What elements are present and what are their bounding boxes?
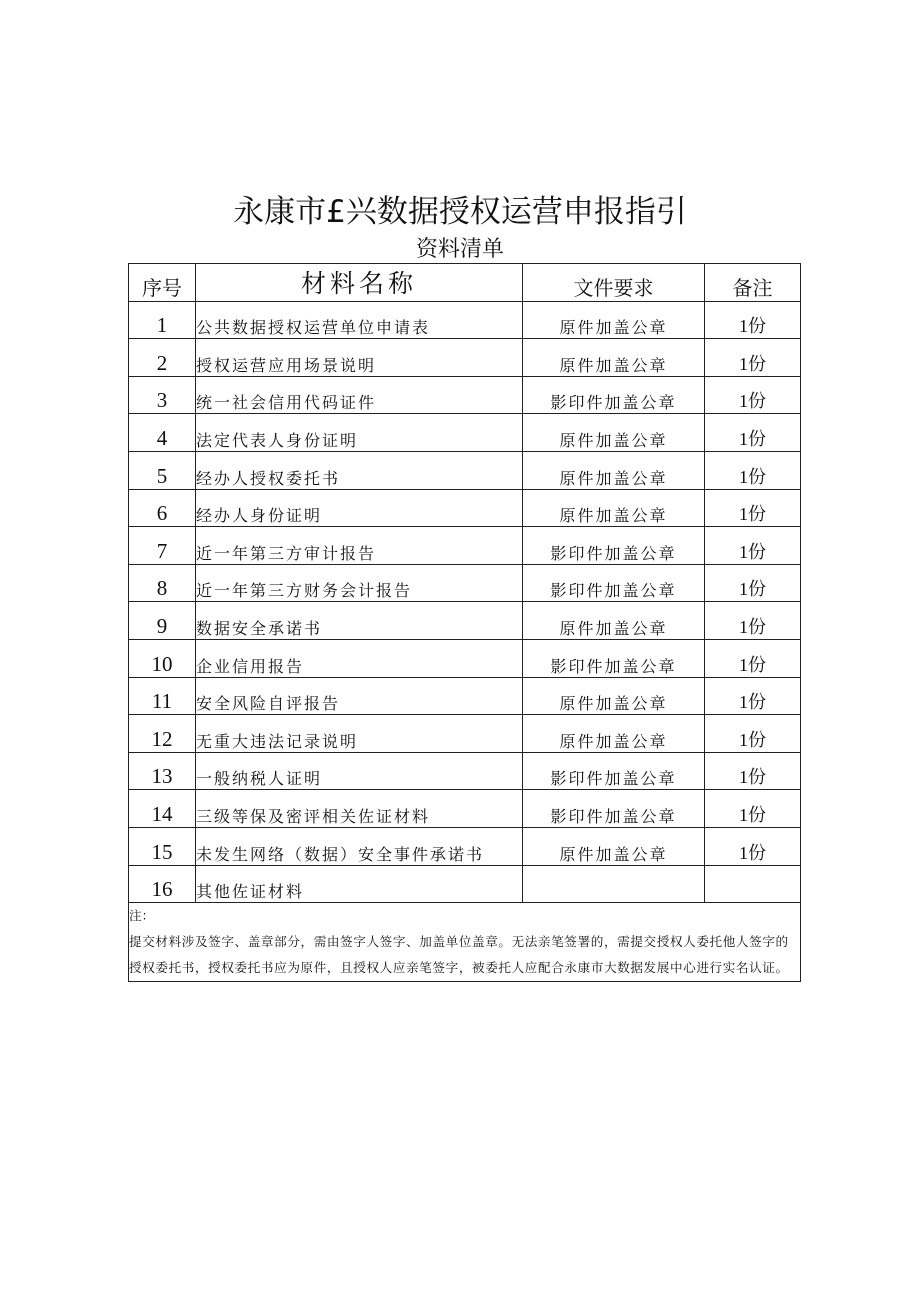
row-seq: 15: [129, 827, 196, 865]
row-material-name: 其他佐证材料: [196, 865, 523, 903]
header-name: 材料名称: [196, 264, 523, 302]
page-title: 永康市£兴数据授权运营申报指引: [233, 194, 687, 230]
row-requirement: 原件加盖公章: [523, 451, 705, 489]
row-seq: 7: [129, 527, 196, 565]
row-requirement: 影印件加盖公章: [523, 564, 705, 602]
row-note: 1份: [705, 602, 801, 640]
row-requirement: 原件加盖公章: [523, 602, 705, 640]
header-seq: 序号: [129, 264, 196, 302]
row-requirement: 影印件加盖公章: [523, 752, 705, 790]
row-requirement: 影印件加盖公章: [523, 790, 705, 828]
row-requirement: 原件加盖公章: [523, 827, 705, 865]
table-row: [129, 564, 801, 602]
row-material-name: 安全风险自评报告: [196, 677, 523, 715]
row-seq: 16: [129, 865, 196, 903]
row-seq: 5: [129, 451, 196, 489]
row-seq: 12: [129, 715, 196, 753]
row-material-name: 授权运营应用场景说明: [196, 339, 523, 377]
row-material-name: 企业信用报告: [196, 639, 523, 677]
row-seq: 14: [129, 790, 196, 828]
row-requirement: 影印件加盖公章: [523, 639, 705, 677]
row-note: 1份: [705, 376, 801, 414]
table-row: [129, 790, 801, 828]
table-row: [129, 301, 801, 339]
table-row: [129, 489, 801, 527]
table-row: [129, 752, 801, 790]
row-material-name: 经办人身份证明: [196, 489, 523, 527]
table-row: [129, 865, 801, 903]
row-seq: 4: [129, 414, 196, 452]
row-seq: 8: [129, 564, 196, 602]
header-note: 备注: [705, 264, 801, 302]
row-requirement: 原件加盖公章: [523, 414, 705, 452]
table-row: [129, 639, 801, 677]
row-material-name: 未发生网络（数据）安全事件承诺书: [196, 827, 523, 865]
row-note: 1份: [705, 827, 801, 865]
row-seq: 10: [129, 639, 196, 677]
row-note: 1份: [705, 451, 801, 489]
row-note: 1份: [705, 339, 801, 377]
row-requirement: 原件加盖公章: [523, 339, 705, 377]
row-note: 1份: [705, 715, 801, 753]
table-row: [129, 602, 801, 640]
row-requirement: 原件加盖公章: [523, 715, 705, 753]
row-seq: 1: [129, 301, 196, 339]
table-row: [129, 527, 801, 565]
table-row: [129, 827, 801, 865]
notes-label: 注：: [129, 908, 155, 924]
row-note: 1份: [705, 527, 801, 565]
row-material-name: 无重大违法记录说明: [196, 715, 523, 753]
row-note: 1份: [705, 790, 801, 828]
row-material-name: 近一年第三方财务会计报告: [196, 564, 523, 602]
row-note: 1份: [705, 639, 801, 677]
table-row: [129, 339, 801, 377]
row-seq: 9: [129, 602, 196, 640]
row-requirement: 原件加盖公章: [523, 489, 705, 527]
table-header-row: [129, 264, 801, 302]
row-requirement: 影印件加盖公章: [523, 527, 705, 565]
row-material-name: 经办人授权委托书: [196, 451, 523, 489]
row-note: [705, 865, 801, 903]
row-note: 1份: [705, 564, 801, 602]
notes-cell: [129, 903, 801, 982]
row-material-name: 一般纳税人证明: [196, 752, 523, 790]
row-requirement: [523, 865, 705, 903]
row-material-name: 数据安全承诺书: [196, 602, 523, 640]
row-material-name: 公共数据授权运营单位申请表: [196, 301, 523, 339]
row-note: 1份: [705, 677, 801, 715]
row-material-name: 三级等保及密评相关佐证材料: [196, 790, 523, 828]
row-seq: 6: [129, 489, 196, 527]
materials-table: [128, 263, 801, 982]
table-row: [129, 414, 801, 452]
page-subtitle: 资料清单: [415, 237, 504, 262]
notes-row: [129, 903, 801, 982]
row-note: 1份: [705, 489, 801, 527]
row-seq: 13: [129, 752, 196, 790]
row-seq: 3: [129, 376, 196, 414]
row-requirement: 影印件加盖公章: [523, 376, 705, 414]
header-requirement: 文件要求: [523, 264, 705, 302]
row-requirement: 原件加盖公章: [523, 301, 705, 339]
table-row: [129, 451, 801, 489]
row-material-name: 统一社会信用代码证件: [196, 376, 523, 414]
row-note: 1份: [705, 414, 801, 452]
table-row: [129, 715, 801, 753]
notes-text: 提交材料涉及签字、盖章部分，需由签字人签字、加盖单位盖章。无法亲笔签署的，需提交授权人委托他人签字的授权委托书，授权委托书应为原件，且授权人应亲笔签字，被委托人应配合永康市大数据发展中心进行实名认证。: [129, 934, 789, 976]
row-seq: 11: [129, 677, 196, 715]
row-note: 1份: [705, 301, 801, 339]
row-material-name: 法定代表人身份证明: [196, 414, 523, 452]
row-material-name: 近一年第三方审计报告: [196, 527, 523, 565]
table-row: [129, 677, 801, 715]
row-note: 1份: [705, 752, 801, 790]
table-row: [129, 376, 801, 414]
row-seq: 2: [129, 339, 196, 377]
row-requirement: 原件加盖公章: [523, 677, 705, 715]
